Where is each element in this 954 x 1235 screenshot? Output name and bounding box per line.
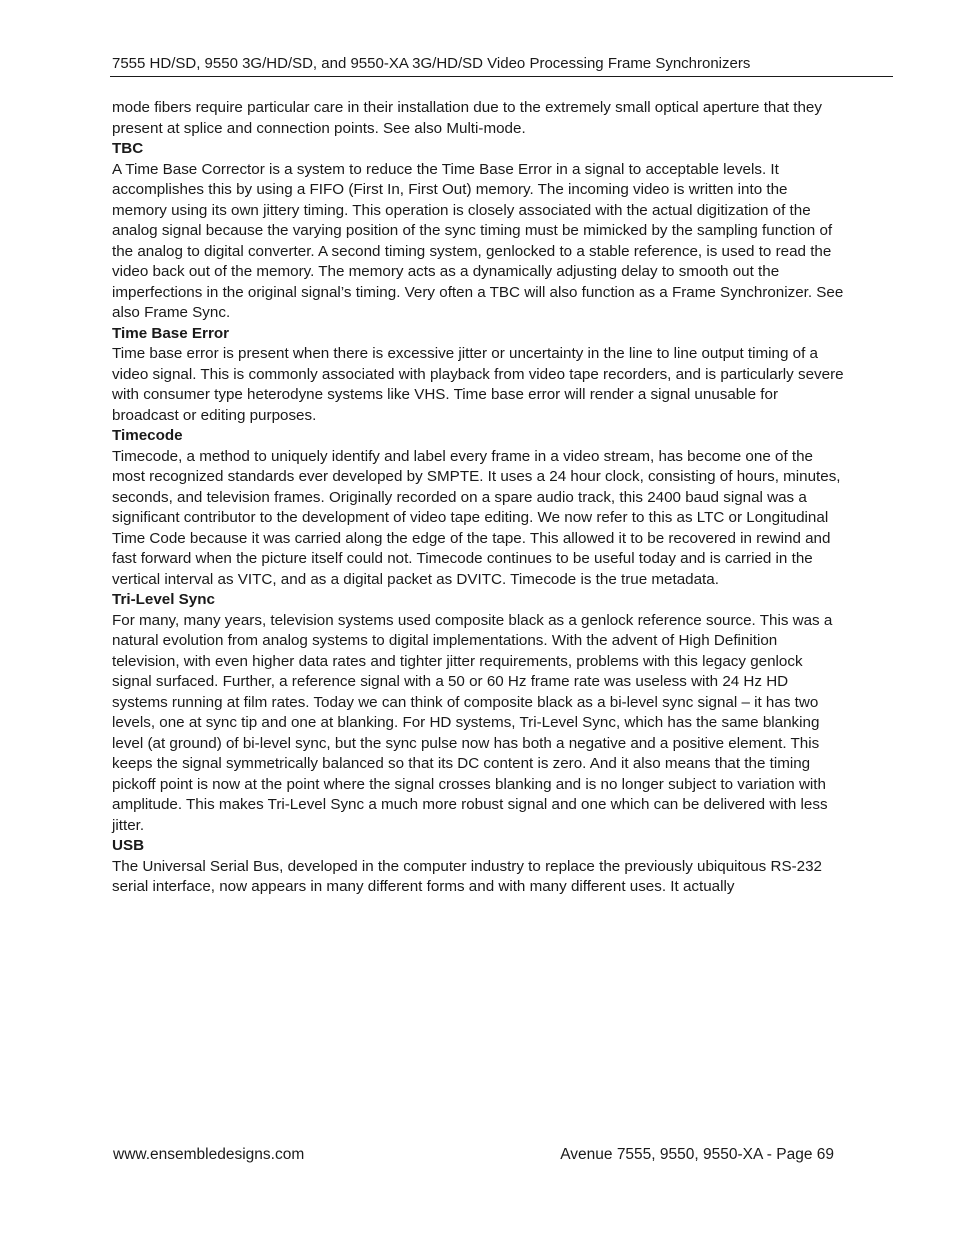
- section-heading-time-base-error: Time Base Error: [112, 324, 230, 342]
- section-heading-tri-level-sync: Tri-Level Sync: [112, 591, 215, 608]
- section-text-tbc: A Time Base Corrector is a system to reduce the Time Base Error in a signal to acceptable levels. It accomplishes this by using a FIFO (First In, First Out) memory. The incoming video is written into the memory using its own jittery timing. This operation is closely associated with the actual digitization of the analog signal because the varying position of the sync timing must be mimicked by the sampling function of the analog to digital converter. A second timing system, genlocked to a stable reference, is used to read the video back out of the memory. The memory acts as a dynamically adjusting delay to smooth out the imperfections in the original signal’s timing. Very often a TBC will also function as a Frame Synchronizer. See also Frame Sync.: [112, 160, 844, 321]
- intro-paragraph: mode fibers require particular care in their installation due to the extremely small optical aperture that they present at splice and connection points. See also Multi-mode.: [112, 99, 822, 137]
- footer-page-number: Avenue 7555, 9550, 9550-XA - Page 69: [560, 1146, 834, 1163]
- header-divider: [110, 76, 893, 77]
- section-text-timecode: Timecode, a method to uniquely identify and label every frame in a video stream, has become one of the most recognized standards ever developed by SMPTE. It uses a 24 hour clock, consisting of hours, minutes, seconds, and television frames. Originally recorded on a spare audio track, this 2400 baud signal was a significant contributor to the development of video tape editing. We now refer to this as LTC or Longitudinal Time Code because it was carried along the edge of the tape. This allowed it to be recovered in rewind and fast forward when the picture itself could not. Timecode continues to be useful today and is carried in the vertical interval as VITC, and as a digital packet as DVITC. Timecode is the true metadata.: [112, 447, 841, 588]
- section-text-usb: The Universal Serial Bus, developed in the computer industry to replace the previously ubiquitous RS-232 serial interface, now appears in many different forms and with many different uses. It actually: [112, 857, 822, 895]
- section-heading-tbc: TBC: [112, 140, 144, 157]
- footer-website: www.ensembledesigns.com: [113, 1146, 305, 1163]
- page-header: 7555 HD/SD, 9550 3G/HD/SD, and 9550-XA 3G/HD/SD Video Processing Frame Synchronizers: [112, 55, 751, 72]
- section-heading-usb: USB: [112, 837, 145, 854]
- section-text-tri-level-sync: For many, many years, television systems used composite black as a genlock reference source. This was a natural evolution from analog systems to digital implementations. With the advent of High Definition television, with even higher data rates and tighter jitter requirements, problems with this legacy genlock signal surfaced. Further, a reference signal with a 50 or 60 Hz frame rate was useless with 24 Hz HD systems running at film rates. Today we can think of composite black as a bi-level sync signal – it has two levels, one at sync tip and one at blanking. For HD systems, Tri-Level Sync, which has the same blanking level (at ground) of bi-level sync, but the sync pulse now has both a negative and a positive element. This keeps the signal symmetrically balanced so that its DC content is zero. And it also means that the timing pickoff point is now at the point where the signal crosses blanking and is no longer subject to variation with amplitude. This makes Tri-Level Sync a much more robust signal and one which can be delivered with less jitter.: [112, 611, 833, 834]
- section-heading-timecode: Timecode: [112, 427, 183, 444]
- page-content: [112, 98, 844, 898]
- section-text-time-base-error: Time base error is present when there is excessive jitter or uncertainty in the line to line output timing of a video signal. This is commonly associated with playback from video tape recorders, and is particularly severe with consumer type heterodyne systems like VHS. Time base error will render a signal unusable for broadcast or editing purposes.: [112, 345, 844, 424]
